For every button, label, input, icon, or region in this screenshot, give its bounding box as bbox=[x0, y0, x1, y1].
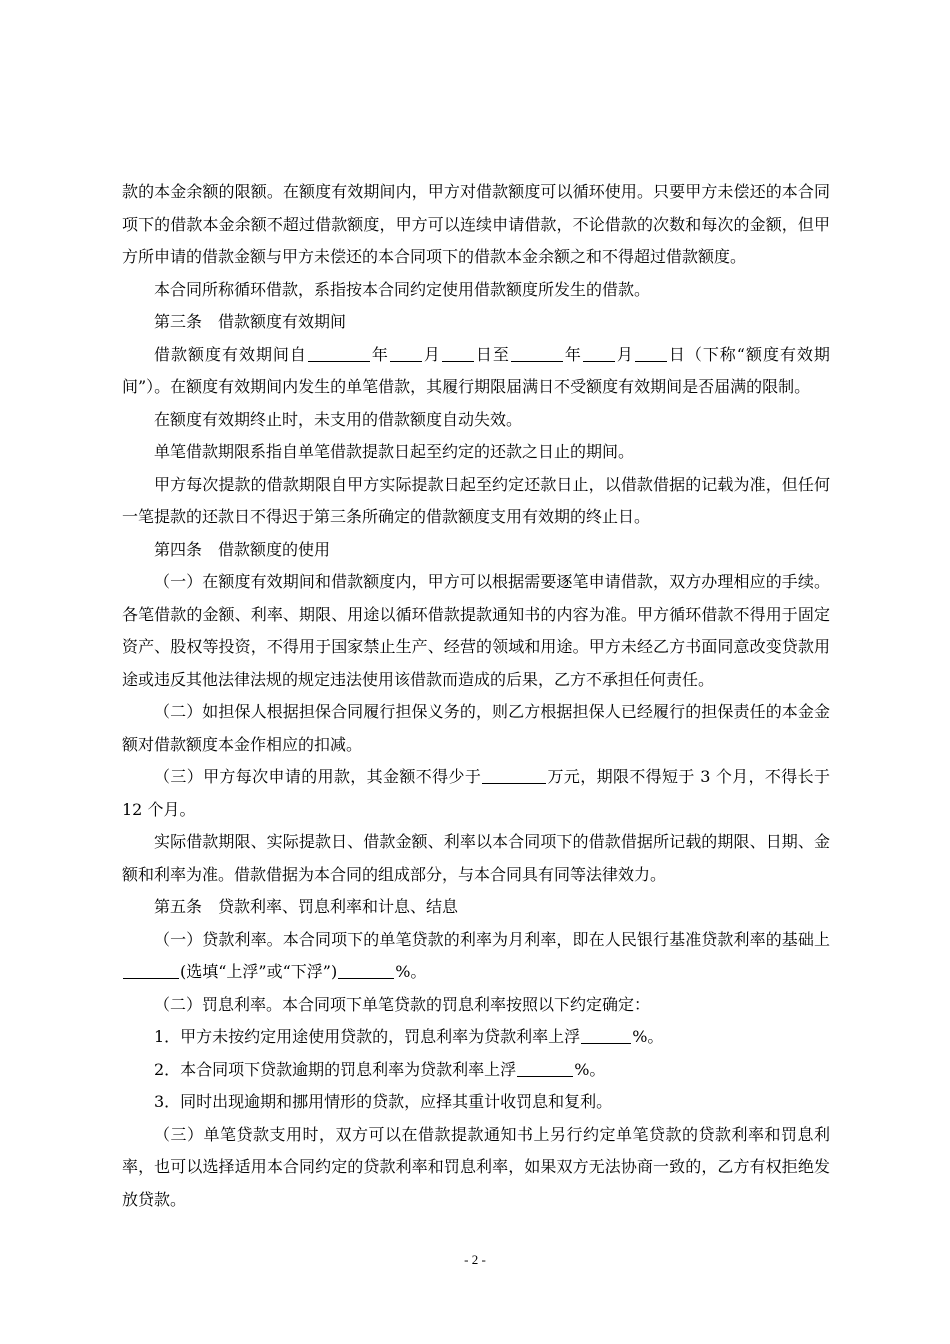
paragraph-penalty-misuse: 1．甲方未按约定用途使用贷款的，罚息利率为贷款利率上浮 %。 bbox=[154, 1027, 664, 1046]
paragraph: （三）单笔贷款支用时，双方可以在借款提款通知书上另行约定单笔贷款的贷款利率和罚息利率，也可以选择适用本合同约定的贷款利率和罚息利率，如果双方无法协商一致的，乙方有权拒绝发放贷款。 bbox=[122, 1124, 830, 1209]
paragraph: 3．同时出现逾期和挪用情形的贷款，应择其重计收罚息和复利。 bbox=[154, 1092, 613, 1111]
blank-start-month bbox=[390, 345, 422, 362]
blank-float-percent bbox=[338, 962, 394, 979]
document-body bbox=[122, 176, 830, 1216]
blank-misuse-percent bbox=[581, 1027, 631, 1044]
paragraph: （二）罚息利率。本合同项下单笔贷款的罚息利率按照以下约定确定： bbox=[154, 994, 651, 1014]
paragraph: 在额度有效期终止时，未支用的借款额度自动失效。 bbox=[154, 409, 523, 429]
blank-end-year bbox=[511, 345, 563, 362]
paragraph: （一）在额度有效期间和借款额度内，甲方可以根据需要逐笔申请借款，双方办理相应的手续。各笔借款的金额、利率、期限、用途以循环借款提款通知书的内容为准。甲方循环借款不得用于固定资产、股权等投资，不得用于国家禁止生产、经营的领域和用途。甲方未经乙方书面同意改变贷款用途或违反其他法律法规的规定违法使用该借款而造成的后果，乙方不承担任何责任。 bbox=[122, 572, 830, 689]
blank-start-year bbox=[308, 345, 370, 362]
paragraph: 甲方每次提款的借款期限自甲方实际提款日起至约定还款日止，以借款借据的记载为准，但任何一笔提款的还款日不得迟于第三条所确定的借款额度支用有效期的终止日。 bbox=[122, 474, 830, 526]
blank-end-day bbox=[635, 345, 667, 362]
paragraph: 单笔借款期限系指自单笔借款提款日起至约定的还款之日止的期间。 bbox=[154, 442, 635, 461]
blank-overdue-percent bbox=[517, 1060, 573, 1077]
page-number: - 2 - bbox=[464, 1252, 486, 1267]
paragraph: 本合同所称循环借款，系指按本合同约定使用借款额度所发生的借款。 bbox=[154, 279, 651, 299]
paragraph-penalty-overdue: 2．本合同项下贷款逾期的罚息利率为贷款利率上浮 %。 bbox=[154, 1059, 606, 1079]
blank-float-direction bbox=[123, 962, 179, 979]
blank-start-day bbox=[442, 345, 474, 362]
paragraph-validity-period: 借款额度有效期间自 年 月 日至 年 月 日（下称“额度有效期间”）。在额度有效期间内发生的单笔借款，其履行期限届满日不受额度有效期间是否届满的限制。 bbox=[122, 344, 830, 396]
paragraph-min-amount: （三）甲方每次申请的用款，其金额不得少于 万元，期限不得短于 3 个月，不得长于 12 个月。 bbox=[122, 767, 830, 819]
paragraph: 款的本金余额的限额。在额度有效期间内，甲方对借款额度可以循环使用。只要甲方未偿还的本合同项下的借款本金余额不超过借款额度，甲方可以连续申请借款，不论借款的次数和每次的金额，但甲方所申请的借款金额与甲方未偿还的本合同项下的借款本金余额之和不得超过借款额度。 bbox=[122, 182, 830, 266]
section-heading-3: 第三条 借款额度有效期间 bbox=[154, 312, 347, 331]
paragraph: 实际借款期限、实际提款日、借款金额、利率以本合同项下的借款借据所记载的期限、日期、金额和利率为准。借款借据为本合同的组成部分，与本合同具有同等法律效力。 bbox=[122, 832, 830, 884]
paragraph-loan-rate: （一）贷款利率。本合同项下的单笔贷款的利率为月利率，即在人民银行基准贷款利率的基础上(选填“上浮”或“下浮”) %。 bbox=[122, 924, 830, 989]
section-heading-4: 第四条 借款额度的使用 bbox=[154, 539, 331, 559]
blank-min-amount bbox=[482, 767, 546, 784]
section-heading-5: 第五条 贷款利率、罚息利率和计息、结息 bbox=[154, 897, 459, 916]
paragraph: （二）如担保人根据担保合同履行担保义务的，则乙方根据担保人已经履行的担保责任的本金金额对借款额度本金作相应的扣减。 bbox=[122, 702, 830, 754]
blank-end-month bbox=[583, 345, 615, 362]
